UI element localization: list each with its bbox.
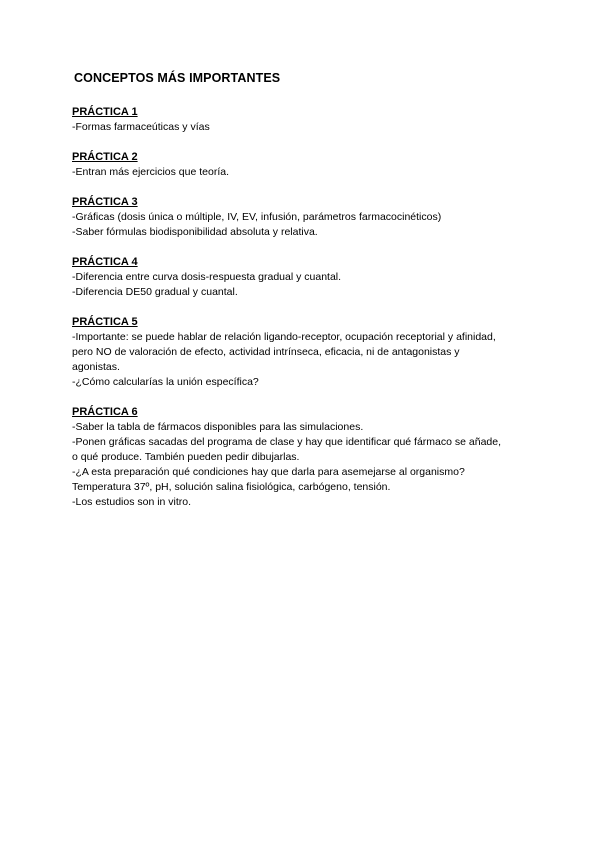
section-line: pero NO de valoración de efecto, actividad intrínseca, eficacia, ni de antagonistas y	[72, 346, 460, 358]
section-heading: PRÁCTICA 6	[72, 406, 138, 418]
section-heading: PRÁCTICA 3	[72, 196, 138, 208]
section-line: -¿A esta preparación qué condiciones hay que darla para asemejarse al organismo?	[72, 466, 465, 478]
section-line: -Saber fórmulas biodisponibilidad absoluta y relativa.	[72, 226, 318, 238]
section-line: -Entran más ejercicios que teoría.	[72, 166, 229, 178]
section-line: -Diferencia entre curva dosis-respuesta gradual y cuantal.	[72, 271, 342, 283]
section-practica-1	[72, 105, 540, 135]
section-practica-5	[72, 315, 540, 390]
section-line: o qué produce. También pueden pedir dibujarlas.	[72, 451, 300, 463]
section-heading: PRÁCTICA 5	[72, 316, 138, 328]
section-line: -¿Cómo calcularías la unión específica?	[72, 376, 259, 388]
section-practica-6	[72, 405, 540, 510]
section-heading: PRÁCTICA 2	[72, 151, 138, 163]
section-line: -Gráficas (dosis única o múltiple, IV, EV, infusión, parámetros farmacocinéticos)	[72, 211, 442, 223]
document-title: CONCEPTOS MÁS IMPORTANTES	[74, 71, 281, 85]
section-line: -Saber la tabla de fármacos disponibles para las simulaciones.	[72, 421, 364, 433]
section-line: -Ponen gráficas sacadas del programa de clase y hay que identificar qué fármaco se añade,	[72, 436, 502, 448]
section-practica-3	[72, 195, 540, 240]
section-practica-2	[72, 150, 540, 180]
section-line: -Importante: se puede hablar de relación ligando-receptor, ocupación receptorial y afinidad,	[72, 331, 496, 343]
section-heading: PRÁCTICA 4	[72, 256, 138, 268]
section-line: agonistas.	[72, 361, 120, 373]
section-line: Temperatura 37º, pH, solución salina fisiológica, carbógeno, tensión.	[72, 481, 391, 493]
section-line: -Formas farmaceúticas y vías	[72, 121, 210, 133]
section-line: -Los estudios son in vitro.	[72, 496, 192, 508]
section-practica-4	[72, 255, 540, 300]
section-heading: PRÁCTICA 1	[72, 106, 138, 118]
section-line: -Diferencia DE50 gradual y cuantal.	[72, 286, 238, 298]
